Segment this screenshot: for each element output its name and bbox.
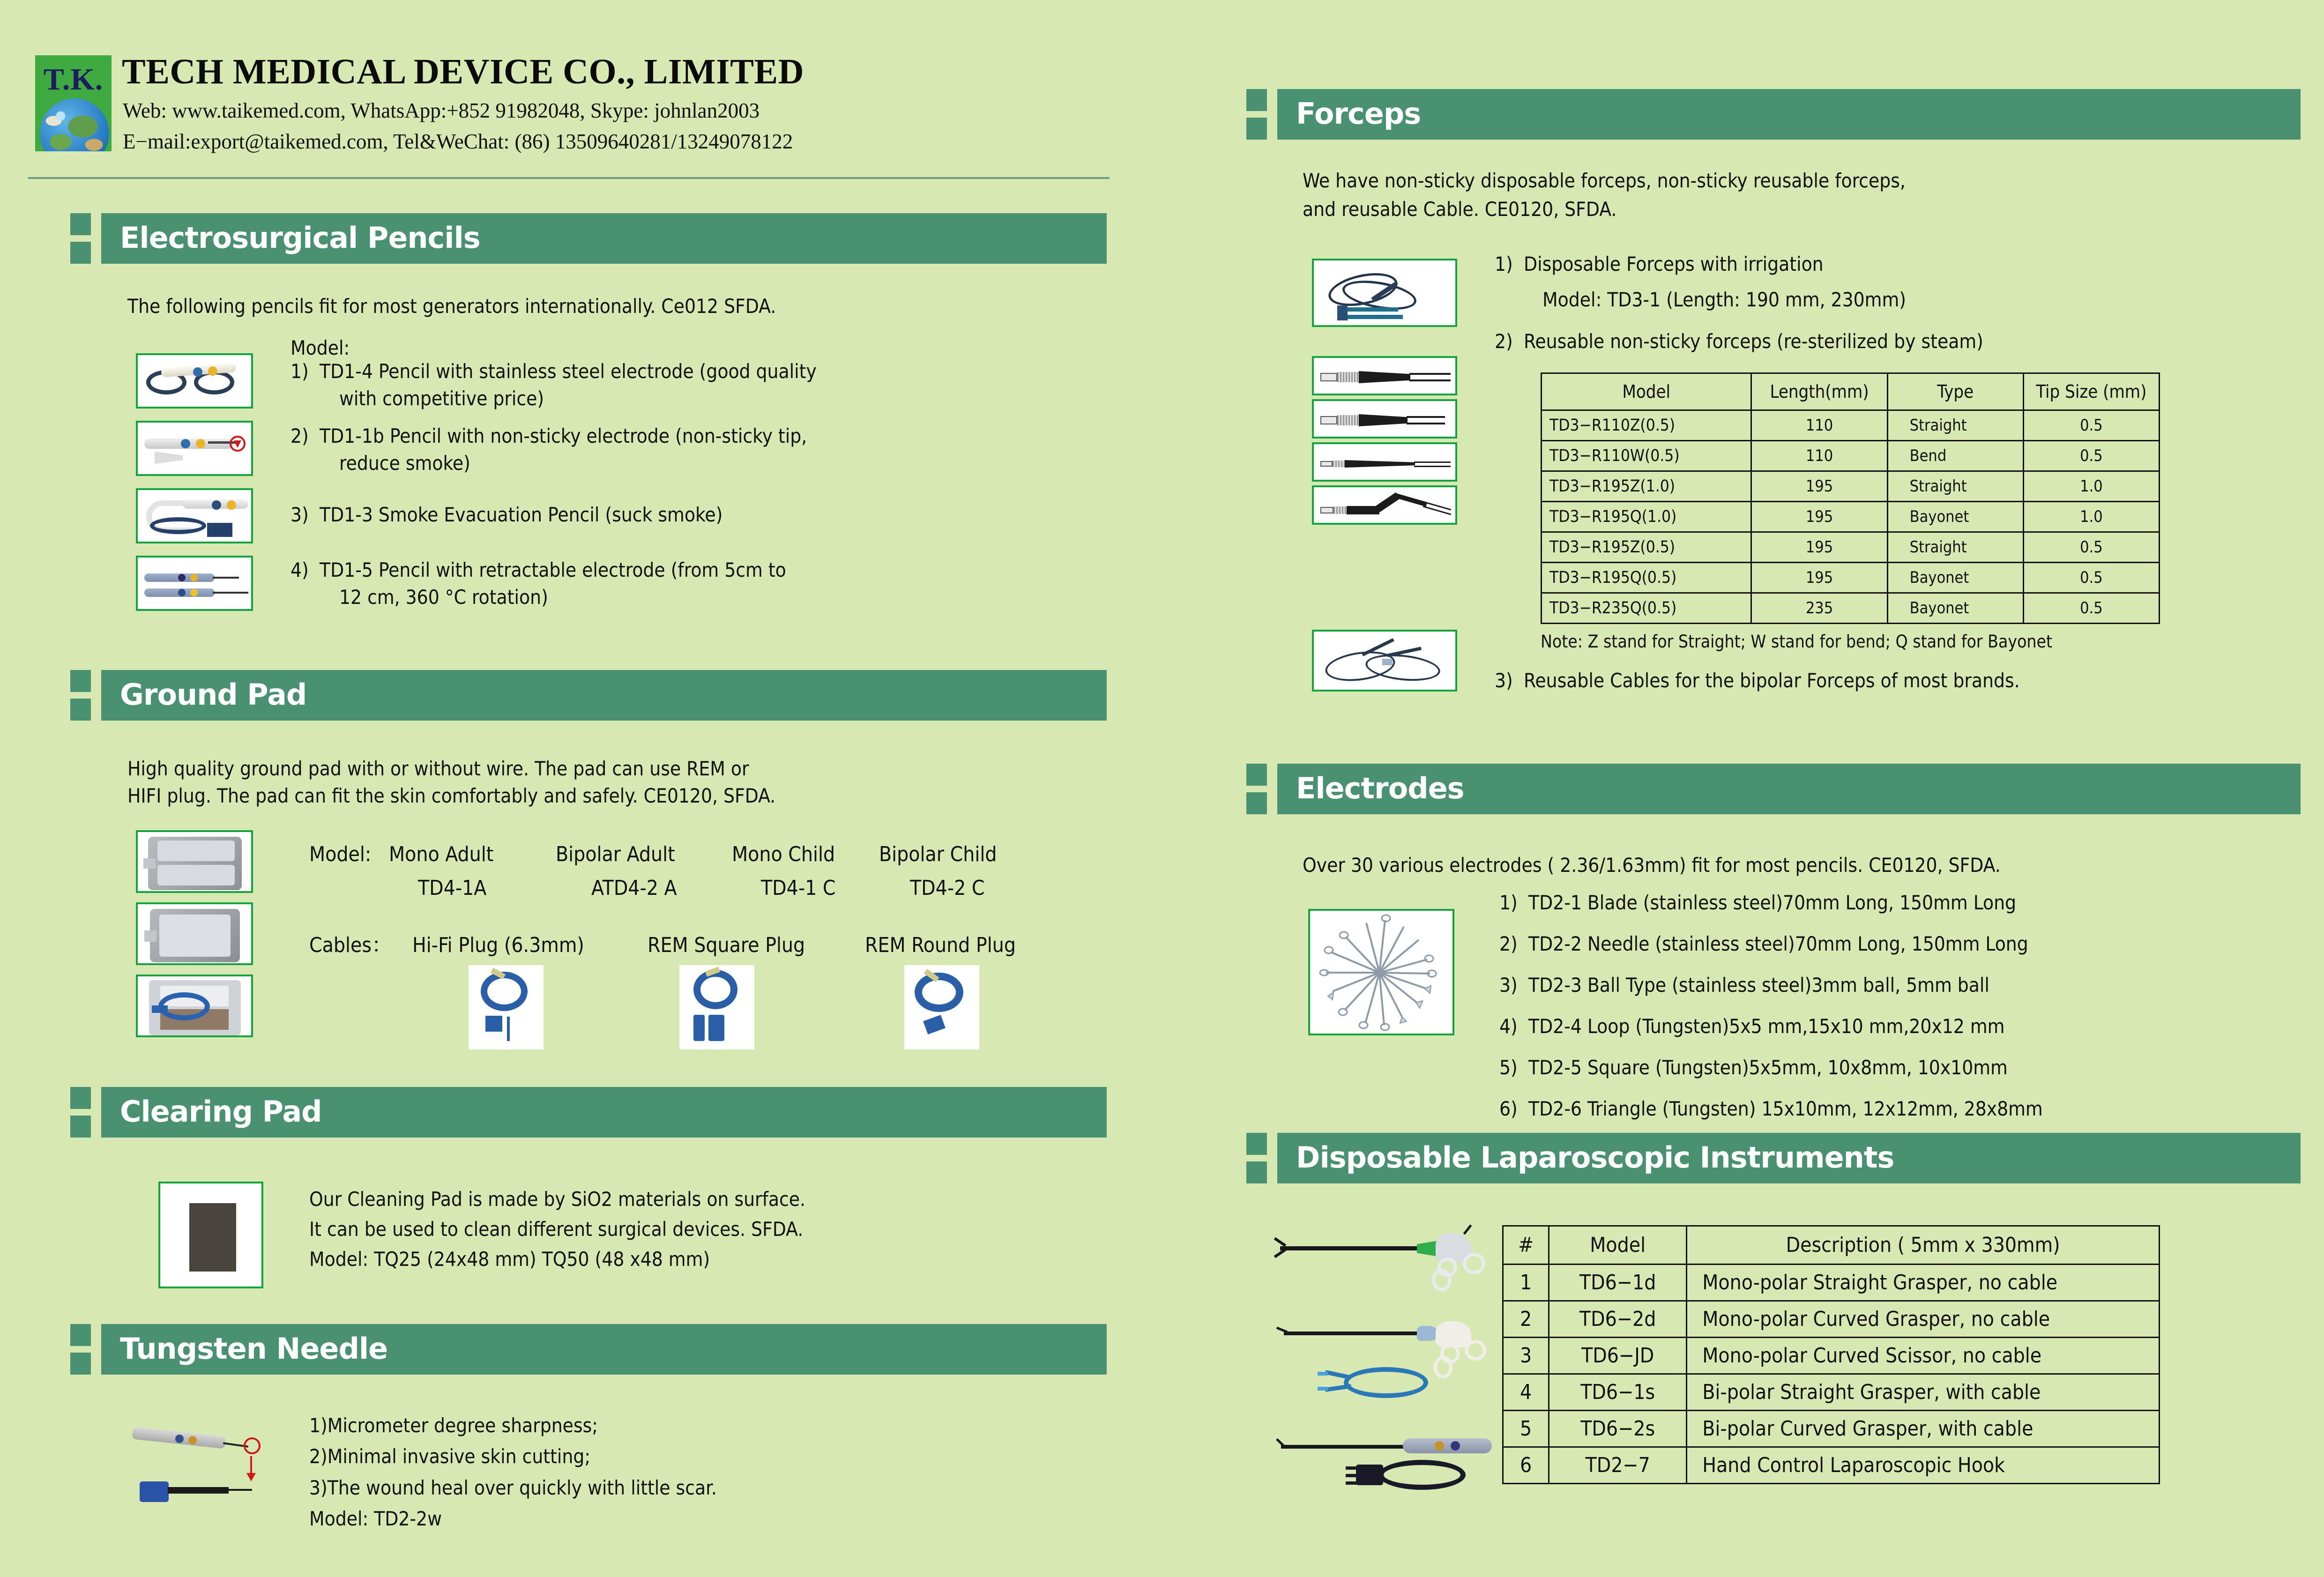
cell-type: Bayonet xyxy=(1887,502,2023,532)
cell-type: Bend xyxy=(1887,441,2023,471)
table-row xyxy=(1542,563,2160,593)
list-item-line: TD1-1b Pencil with non-sticky electrode (non-sticky tip, xyxy=(320,424,807,447)
section-laparoscopic-instruments xyxy=(1246,1133,2301,1183)
list-item-text: TD2-6 Triangle (Tungsten) 15x10mm, 12x12mm, 28x8mm xyxy=(1528,1097,2043,1120)
list-item-line-2: Model: TD3-1 (Length: 190 mm, 230mm) xyxy=(1542,288,1907,311)
cell-type: Straight xyxy=(1887,410,2023,441)
cell-tip-size: 1.0 xyxy=(2023,471,2159,502)
col-length: Length(mm) xyxy=(1751,373,1887,410)
cell-length: 195 xyxy=(1751,502,1887,532)
list-item-text: TD2-3 Ball Type (stainless steel)3mm ball, 5mm ball xyxy=(1528,973,1989,997)
contact-line-web: Web: www.taikemed.com, WhatsApp:+852 91982048, Skype: johnlan2003 xyxy=(123,99,760,122)
col-tip-size: Tip Size (mm) xyxy=(2023,373,2159,410)
col-model: Model xyxy=(1542,373,1751,410)
logo-initials: T.K. xyxy=(43,62,104,97)
cell-description: Bi-polar Curved Grasper, with cable xyxy=(1687,1411,2160,1447)
cell-model: TD3−R235Q(0.5) xyxy=(1542,593,1751,624)
section-deco-top-icon xyxy=(1246,764,1267,786)
product-image-td1-4 xyxy=(136,353,253,409)
list-item-text xyxy=(320,557,1115,611)
section-deco-top-icon xyxy=(70,213,91,235)
forceps-item-3 xyxy=(1495,667,2301,697)
pencils-model-label: Model: xyxy=(290,336,350,359)
product-image-td1-1b xyxy=(136,421,253,476)
cell-index: 4 xyxy=(1503,1374,1549,1411)
list-item xyxy=(290,557,1115,611)
cell-type: Straight xyxy=(1887,471,2023,502)
clearing-pad-text xyxy=(309,1184,1106,1274)
tungsten-line-1: 1)Micrometer degree sharpness; xyxy=(309,1414,598,1437)
product-image-forceps-bayonet xyxy=(1312,485,1457,525)
list-item-number: 2) xyxy=(290,424,309,447)
forceps-item-2 xyxy=(1495,328,2291,358)
product-image-forceps-straight-1 xyxy=(1312,356,1457,395)
list-item-number: 4) xyxy=(1499,1014,1518,1038)
list-item xyxy=(290,501,1115,528)
tungsten-line-2: 2)Minimal invasive skin cutting; xyxy=(309,1445,591,1468)
cell-index: 1 xyxy=(1503,1265,1549,1301)
list-item-text: Reusable non-sticky forceps (re-sterilized by steam) xyxy=(1524,330,1983,353)
cell-index: 2 xyxy=(1503,1301,1549,1338)
section-title: Disposable Laparoscopic Instruments xyxy=(1296,1140,1894,1175)
list-item xyxy=(1499,1013,2305,1040)
clearing-pad-line-3: Model: TQ25 (24x48 mm) TQ50 (48 x48 mm) xyxy=(309,1247,710,1271)
tungsten-needle-text xyxy=(309,1410,1106,1534)
section-deco-bottom-icon xyxy=(70,242,91,264)
list-item-text xyxy=(320,358,1115,412)
list-item-number: 4) xyxy=(290,558,309,581)
section-deco-bottom-icon xyxy=(70,1353,91,1375)
list-item-text: TD2-4 Loop (Tungsten)5x5 mm,15x10 mm,20x12 mm xyxy=(1528,1014,2005,1038)
list-item-number: 5) xyxy=(1499,1056,1518,1079)
product-image-disposable-forceps xyxy=(1312,259,1457,327)
section-deco-top-icon xyxy=(1246,89,1267,111)
list-item-line: Disposable Forceps with irrigation xyxy=(1524,253,1824,275)
section-bar-fill xyxy=(1277,89,2301,140)
table-row xyxy=(1503,1301,2160,1338)
cell-model: TD3−R110Z(0.5) xyxy=(1542,410,1751,441)
company-logo xyxy=(35,55,112,151)
product-image-td1-5 xyxy=(136,556,253,611)
cell-type: Straight xyxy=(1887,532,2023,563)
ground-pad-cables-label: Cables： xyxy=(309,933,393,957)
cable-name-2: REM Round Plug xyxy=(865,933,1016,957)
list-item xyxy=(1499,889,2305,916)
cell-index: 6 xyxy=(1503,1447,1549,1484)
section-header-bar xyxy=(1246,764,2301,814)
section-deco-bottom-icon xyxy=(1246,792,1267,814)
ground-pad-model-name-0: Mono Adult xyxy=(389,842,494,866)
table-row xyxy=(1542,410,2160,441)
tungsten-line-3: 3)The wound heal over quickly with little scar. xyxy=(309,1476,717,1499)
cell-tip-size: 0.5 xyxy=(2023,563,2159,593)
list-item-line: TD1-4 Pencil with stainless steel electrode (good quality xyxy=(320,360,817,383)
product-image-lap-hook xyxy=(1271,1429,1510,1523)
cell-length: 195 xyxy=(1751,532,1887,563)
product-image-lap-curved-scissor xyxy=(1271,1317,1510,1448)
table-row xyxy=(1542,593,2160,624)
globe-icon xyxy=(40,98,109,151)
list-item-number: 2) xyxy=(1499,932,1518,955)
company-header xyxy=(28,52,1106,169)
cell-model: TD3−R195Q(1.0) xyxy=(1542,502,1751,532)
cell-description: Mono-polar Curved Grasper, no cable xyxy=(1687,1301,2160,1338)
section-clearing-pad xyxy=(70,1087,1107,1138)
cable-name-1: REM Square Plug xyxy=(648,933,805,957)
section-forceps xyxy=(1246,89,2301,140)
cell-model: TD6−2d xyxy=(1549,1301,1687,1338)
cell-tip-size: 0.5 xyxy=(2023,532,2159,563)
list-item-text xyxy=(1524,251,2291,313)
list-item xyxy=(1495,667,2301,694)
ground-pad-model-label: Model: xyxy=(309,842,372,866)
ground-pad-lead-line-2: HIFI plug. The pad can fit the skin comfortably and safely. CE0120, SFDA. xyxy=(127,784,776,807)
table-row xyxy=(1503,1374,2160,1411)
table-row xyxy=(1503,1447,2160,1484)
product-image-cleaning-pad xyxy=(158,1182,263,1288)
section-deco-top-icon xyxy=(70,670,91,692)
forceps-table-note: Note: Z stand for Straight; W stand for bend; Q stand for Bayonet xyxy=(1541,632,2053,652)
product-image-ground-pad-with-cable xyxy=(136,974,253,1037)
ground-pad-lead-line-1: High quality ground pad with or without wire. The pad can use REM or xyxy=(127,757,749,780)
clearing-pad-line-2: It can be used to clean different surgical devices. SFDA. xyxy=(309,1217,804,1241)
list-item-number: 3) xyxy=(290,503,309,526)
product-image-forceps-thin xyxy=(1312,442,1457,482)
cell-tip-size: 1.0 xyxy=(2023,502,2159,532)
list-item-number: 6) xyxy=(1499,1097,1518,1120)
cell-type: Bayonet xyxy=(1887,593,2023,624)
cell-description: Mono-polar Straight Grasper, no cable xyxy=(1687,1265,2160,1301)
section-tungsten-needle xyxy=(70,1324,1107,1375)
product-image-forceps-straight-2 xyxy=(1312,399,1457,439)
product-image-rem-round-plug-cable xyxy=(904,965,979,1049)
list-item-number: 3) xyxy=(1499,973,1518,997)
electrode-fan-icon xyxy=(1310,911,1454,1035)
section-title: Forceps xyxy=(1296,97,1421,131)
company-name: TECH MEDICAL DEVICE CO., LIMITED xyxy=(122,52,804,91)
ground-pad-model-name-2: Mono Child xyxy=(732,842,835,866)
section-header-bar xyxy=(70,1087,1107,1138)
cell-length: 195 xyxy=(1751,563,1887,593)
pencils-list xyxy=(290,358,1115,614)
list-item-number: 3) xyxy=(1495,669,1513,692)
ground-pad-model-name-1: Bipolar Adult xyxy=(556,842,675,866)
list-item-line-2: 12 cm, 360 °C rotation) xyxy=(339,585,548,609)
section-deco-bottom-icon xyxy=(70,699,91,721)
section-deco-top-icon xyxy=(1246,1133,1267,1155)
table-row xyxy=(1542,441,2160,471)
list-item-text: TD2-5 Square (Tungsten)5x5mm, 10x8mm, 10x10mm xyxy=(1528,1056,2008,1079)
list-item xyxy=(1499,1095,2305,1123)
ground-pad-model-name-3: Bipolar Child xyxy=(879,842,997,866)
ground-pad-model-code-3: TD4-2 C xyxy=(910,876,985,900)
list-item-number: 1) xyxy=(1499,891,1518,914)
product-image-rem-square-plug-cable xyxy=(679,965,754,1049)
list-item-text: TD1-3 Smoke Evacuation Pencil (suck smoke) xyxy=(320,503,723,526)
table-row xyxy=(1503,1265,2160,1301)
cell-description: Hand Control Laparoscopic Hook xyxy=(1687,1447,2160,1484)
col-model: Model xyxy=(1549,1226,1687,1265)
forceps-item-1 xyxy=(1495,251,2291,316)
ground-pad-model-code-1: ATD4-2 A xyxy=(591,876,677,900)
ground-pad-model-code-0: TD4-1A xyxy=(418,876,487,900)
forceps-lead-line-1: We have non-sticky disposable forceps, non-sticky reusable forceps, xyxy=(1303,169,1906,192)
cell-model: TD6−JD xyxy=(1549,1338,1687,1374)
section-header-bar xyxy=(1246,89,2301,140)
cell-tip-size: 0.5 xyxy=(2023,593,2159,624)
section-deco-bottom-icon xyxy=(1246,118,1267,140)
col-type: Type xyxy=(1887,373,2023,410)
ground-pad-lead xyxy=(127,755,1111,810)
cell-model: TD6−1s xyxy=(1549,1374,1687,1411)
list-item-text xyxy=(320,423,1115,477)
cell-description: Bi-polar Straight Grasper, with cable xyxy=(1687,1374,2160,1411)
table-row xyxy=(1542,502,2160,532)
section-deco-top-icon xyxy=(70,1087,91,1109)
list-item xyxy=(1495,251,2291,313)
clearing-pad-line-1: Our Cleaning Pad is made by SiO2 materials on surface. xyxy=(309,1188,806,1211)
table-row xyxy=(1542,532,2160,563)
list-item-text: TD2-2 Needle (stainless steel)70mm Long, 150mm Long xyxy=(1528,932,2028,955)
cell-model: TD6−1d xyxy=(1549,1265,1687,1301)
header-divider xyxy=(28,177,1110,179)
table-header-row xyxy=(1542,373,2160,410)
table-row xyxy=(1503,1338,2160,1374)
section-header-bar xyxy=(70,1324,1107,1375)
list-item-text: TD2-1 Blade (stainless steel)70mm Long, 150mm Long xyxy=(1528,891,2017,914)
list-item xyxy=(1499,1054,2305,1081)
cell-model: TD3−R195Z(1.0) xyxy=(1542,471,1751,502)
pencils-lead-text: The following pencils fit for most generators internationally. Ce012 SFDA. xyxy=(127,295,776,318)
section-title: Tungsten Needle xyxy=(120,1332,388,1366)
list-item-line: TD1-5 Pencil with retractable electrode (from 5cm to xyxy=(320,558,786,581)
section-deco-bottom-icon xyxy=(1246,1161,1267,1183)
section-electrosurgical-pencils xyxy=(70,213,1107,264)
contact-line-email: E−mail:export@taikemed.com, Tel&WeChat: (86) 13509640281/13249078122 xyxy=(123,130,793,153)
list-item xyxy=(290,423,1115,477)
cell-index: 5 xyxy=(1503,1411,1549,1447)
section-ground-pad xyxy=(70,670,1107,721)
cell-model: TD3−R195Q(0.5) xyxy=(1542,563,1751,593)
section-title: Electrodes xyxy=(1296,771,1464,806)
forceps-spec-table xyxy=(1541,372,2160,624)
section-header-bar xyxy=(70,670,1107,721)
section-header-bar xyxy=(70,213,1107,264)
table-row xyxy=(1542,471,2160,502)
product-image-reusable-cable xyxy=(1312,630,1457,692)
cable-name-0: Hi-Fi Plug (6.3mm) xyxy=(412,933,584,957)
list-item-line-2: with competitive price) xyxy=(339,387,544,410)
cell-tip-size: 0.5 xyxy=(2023,410,2159,441)
col-description: Description ( 5mm x 330mm) xyxy=(1687,1226,2160,1265)
cell-length: 110 xyxy=(1751,410,1887,441)
section-electrodes xyxy=(1246,764,2301,814)
list-item-line-2: reduce smoke) xyxy=(339,451,470,475)
cell-index: 3 xyxy=(1503,1338,1549,1374)
laparoscopic-spec-table xyxy=(1502,1225,2160,1484)
section-title: Clearing Pad xyxy=(120,1094,322,1129)
product-image-hifi-plug-cable xyxy=(469,965,544,1049)
tungsten-line-4: Model: TD2-2w xyxy=(309,1507,442,1531)
product-image-td1-3 xyxy=(136,488,253,543)
forceps-lead xyxy=(1303,166,2301,224)
list-item-text: Reusable Cables for the bipolar Forceps of most brands. xyxy=(1524,669,2020,692)
product-image-tungsten-needle xyxy=(123,1415,296,1518)
electrodes-lead: Over 30 various electrodes ( 2.36/1.63mm) fit for most pencils. CE0120, SFDA. xyxy=(1303,854,2001,877)
section-deco-bottom-icon xyxy=(70,1116,91,1138)
forceps-lead-line-2: and reusable Cable. CE0120, SFDA. xyxy=(1303,198,1617,221)
cell-model: TD6−2s xyxy=(1549,1411,1687,1447)
section-title: Ground Pad xyxy=(120,677,307,712)
cell-length: 195 xyxy=(1751,471,1887,502)
section-title: Electrosurgical Pencils xyxy=(120,221,480,255)
table-row xyxy=(1503,1411,2160,1447)
list-item xyxy=(1495,328,2291,355)
cell-model: TD3−R110W(0.5) xyxy=(1542,441,1751,471)
product-image-lap-straight-grasper xyxy=(1271,1224,1510,1308)
list-item-number: 1) xyxy=(1495,253,1513,275)
section-deco-top-icon xyxy=(70,1324,91,1346)
product-image-electrodes-fan xyxy=(1308,909,1454,1035)
list-item xyxy=(1499,930,2305,958)
col-index: # xyxy=(1503,1226,1549,1265)
cell-model: TD3−R195Z(0.5) xyxy=(1542,532,1751,563)
electrodes-list xyxy=(1499,889,2305,1125)
cell-model: TD2−7 xyxy=(1549,1447,1687,1484)
cell-length: 110 xyxy=(1751,441,1887,471)
cell-tip-size: 0.5 xyxy=(2023,441,2159,471)
cell-type: Bayonet xyxy=(1887,563,2023,593)
product-image-ground-pad-single xyxy=(136,902,253,965)
ground-pad-model-code-2: TD4-1 C xyxy=(761,876,836,900)
section-header-bar xyxy=(1246,1133,2301,1183)
list-item-number: 1) xyxy=(290,360,309,383)
cell-description: Mono-polar Curved Scissor, no cable xyxy=(1687,1338,2160,1374)
cell-length: 235 xyxy=(1751,593,1887,624)
list-item xyxy=(290,358,1115,412)
list-item-number: 2) xyxy=(1495,330,1513,353)
product-image-ground-pad-dual xyxy=(136,830,253,893)
list-item xyxy=(1499,972,2305,999)
table-header-row xyxy=(1503,1226,2160,1265)
